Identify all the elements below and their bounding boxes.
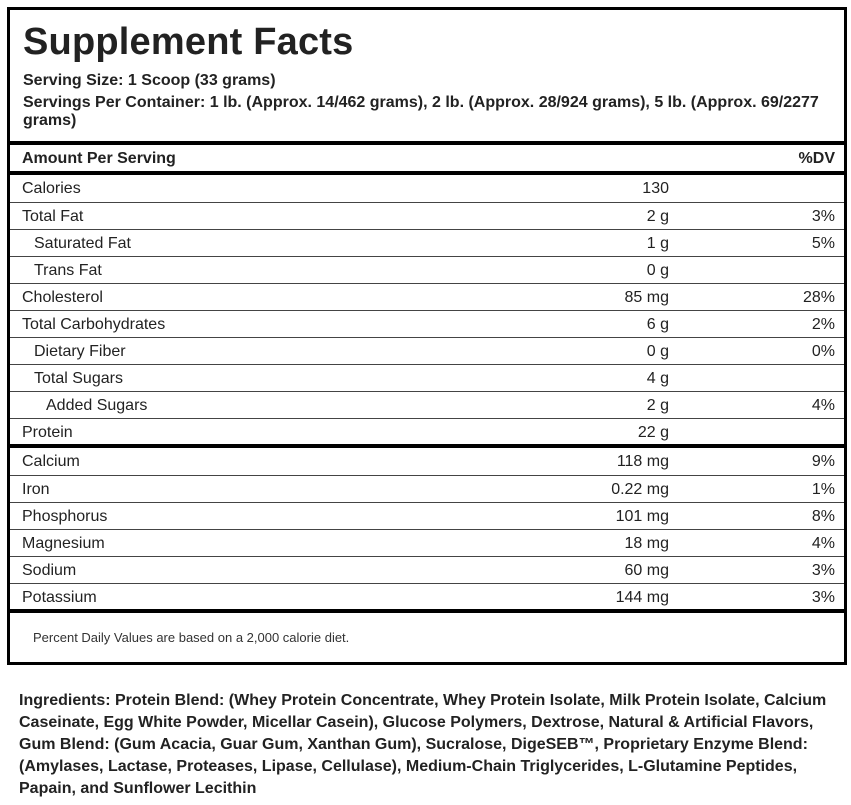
mineral-amount: 0.22 mg	[611, 481, 669, 498]
nutrient-row-protein	[10, 418, 844, 445]
panel-title: Supplement Facts	[23, 21, 354, 63]
mineral-name: Calcium	[22, 453, 80, 470]
mineral-name: Sodium	[22, 562, 77, 579]
mineral-name: Iron	[22, 481, 50, 498]
nutrient-row-calories	[10, 175, 844, 202]
mineral-dv: 3%	[811, 562, 835, 579]
nutrient-name: Cholesterol	[22, 289, 103, 306]
header-amount-label: Amount Per Serving	[22, 150, 176, 167]
nutrient-amount: 1 g	[646, 235, 669, 252]
mineral-name: Potassium	[22, 589, 97, 606]
nutrient-amount: 85 mg	[624, 289, 669, 306]
nutrient-dv: 5%	[811, 235, 835, 252]
nutrient-amount: 0 g	[646, 343, 669, 360]
nutrient-row-total-sugars	[10, 364, 844, 391]
nutrient-row-cholesterol	[10, 283, 844, 310]
nutrient-amount: 4 g	[646, 370, 669, 387]
mineral-row-calcium	[10, 448, 844, 475]
supplement-facts-panel	[7, 7, 847, 665]
mineral-amount: 118 mg	[616, 453, 669, 470]
mineral-amount: 18 mg	[624, 535, 669, 552]
daily-value-footnote: Percent Daily Values are based on a 2,000 calorie diet.	[33, 630, 350, 645]
thick-divider-bottom	[10, 609, 844, 613]
mineral-dv: 3%	[811, 589, 835, 606]
nutrient-amount: 2 g	[646, 397, 669, 414]
mineral-row-iron	[10, 475, 844, 502]
nutrient-row-saturated-fat	[10, 229, 844, 256]
nutrient-dv: 3%	[811, 208, 835, 225]
nutrient-amount: 2 g	[646, 208, 669, 225]
serving-size: Serving Size: 1 Scoop (33 grams)	[23, 72, 276, 89]
mineral-name: Magnesium	[22, 535, 105, 552]
nutrient-name: Protein	[22, 424, 73, 441]
nutrient-row-trans-fat	[10, 256, 844, 283]
mineral-row-phosphorus	[10, 502, 844, 529]
nutrient-amount: 0 g	[646, 262, 669, 279]
nutrient-row-total-carbohydrates	[10, 310, 844, 337]
mineral-row-potassium	[10, 583, 844, 610]
servings-per-container: Servings Per Container: 1 lb. (Approx. 14/462 grams), 2 lb. (Approx. 28/924 grams), 5 lb. (Approx. 69/2277 grams)	[23, 94, 819, 129]
nutrient-row-total-fat	[10, 202, 844, 229]
header-dv-label: %DV	[798, 150, 835, 167]
nutrient-dv: 2%	[811, 316, 835, 333]
nutrient-name: Added Sugars	[46, 397, 148, 414]
nutrient-name: Trans Fat	[34, 262, 102, 279]
mineral-amount: 144 mg	[615, 589, 669, 606]
nutrient-name: Total Sugars	[34, 370, 123, 387]
mineral-name: Phosphorus	[22, 508, 108, 525]
serving-info	[23, 72, 823, 130]
nutrient-name: Dietary Fiber	[34, 343, 126, 360]
mineral-dv: 1%	[811, 481, 835, 498]
mineral-dv: 8%	[811, 508, 835, 525]
nutrient-dv: 28%	[802, 289, 835, 306]
mineral-dv: 4%	[811, 535, 835, 552]
nutrient-row-dietary-fiber	[10, 337, 844, 364]
amount-per-serving-header	[10, 146, 844, 171]
mineral-amount: 101 mg	[615, 508, 669, 525]
nutrient-dv: 4%	[811, 397, 835, 414]
nutrient-amount: 6 g	[646, 316, 669, 333]
nutrient-name: Total Fat	[22, 208, 84, 225]
ingredients-text: Ingredients: Protein Blend: (Whey Protein Concentrate, Whey Protein Isolate, Milk Protein Isolate, Calcium Caseinate, Egg White Powder, Micellar Casein), Glucose Polymers, Dextrose, Natural & Artificial Flavors, Gum Blend: (Gum Acacia, Guar Gum, Xanthan Gum), Sucralose, DigeSEB™, Proprietary Enzyme Blend: (Amylases, Lactase, Proteases, Lipase, Cellulase), Medium-Chain Triglycerides, L-Glutamine Peptides, Papain, and Sunflower Lecithin	[19, 692, 827, 797]
thick-divider-top	[10, 141, 844, 145]
nutrient-name: Calories	[22, 180, 81, 197]
nutrient-amount: 22 g	[637, 424, 669, 441]
nutrient-dv: 0%	[811, 343, 835, 360]
mineral-row-sodium	[10, 556, 844, 583]
nutrient-name: Saturated Fat	[34, 235, 131, 252]
nutrient-row-added-sugars	[10, 391, 844, 418]
nutrient-amount: 130	[642, 180, 669, 197]
mineral-row-magnesium	[10, 529, 844, 556]
nutrient-name: Total Carbohydrates	[22, 316, 166, 333]
mineral-amount: 60 mg	[624, 562, 669, 579]
mineral-dv: 9%	[811, 453, 835, 470]
